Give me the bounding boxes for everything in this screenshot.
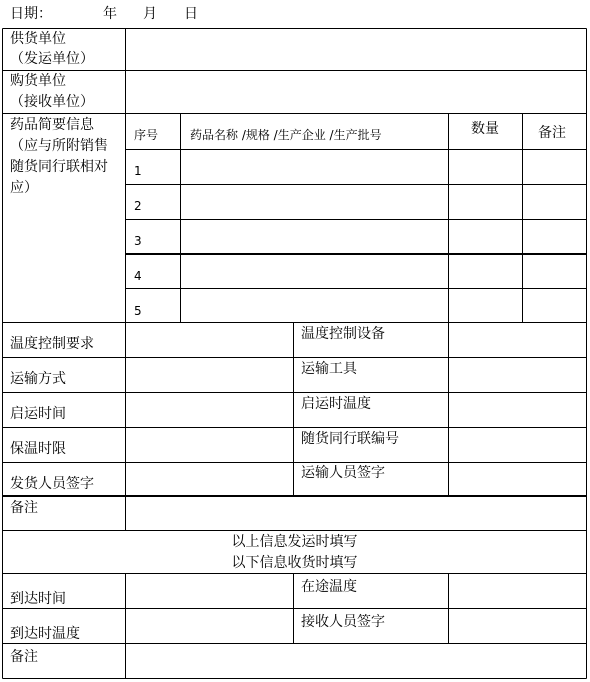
drug-info-label: 药品简要信息 bbox=[10, 117, 94, 133]
drug-info-note-1: （应与所附销售 bbox=[10, 138, 108, 154]
depart-temp-label: 启运时温度 bbox=[301, 396, 371, 412]
doc-number-label: 随货同行联编号 bbox=[301, 431, 399, 447]
drug-name-cell[interactable] bbox=[181, 255, 448, 288]
supplier-label: 供货单位 bbox=[10, 31, 66, 47]
transport-tool-label: 运输工具 bbox=[301, 361, 357, 377]
remark-label: 备注 bbox=[10, 500, 38, 516]
row-number: 1 bbox=[134, 164, 142, 178]
date-label: 日期： bbox=[10, 6, 52, 22]
col-qty-header: 数量 bbox=[471, 121, 499, 137]
supplier-sublabel: （发运单位） bbox=[10, 51, 94, 67]
transporter-sign-label: 运输人员签字 bbox=[301, 465, 385, 481]
depart-time-label: 启运时间 bbox=[10, 406, 66, 422]
remark-label-2: 备注 bbox=[10, 649, 38, 665]
drug-info-note-2: 随货同行联相对 bbox=[10, 159, 108, 175]
transit-temp-field[interactable] bbox=[449, 574, 586, 608]
month-label: 月 bbox=[143, 6, 157, 22]
depart-temp-field[interactable] bbox=[449, 393, 586, 427]
receiver-sign-label: 接收人员签字 bbox=[301, 614, 385, 630]
remark-field-2[interactable] bbox=[126, 644, 586, 678]
arrive-time-field[interactable] bbox=[126, 574, 293, 608]
keep-time-label: 保温时限 bbox=[10, 441, 66, 457]
drug-name-cell[interactable] bbox=[181, 220, 448, 253]
keep-time-field[interactable] bbox=[126, 428, 293, 462]
arrive-temp-field[interactable] bbox=[126, 609, 293, 643]
remark-field[interactable] bbox=[126, 497, 586, 530]
arrive-temp-label: 到达时温度 bbox=[10, 626, 80, 642]
drug-name-cell[interactable] bbox=[181, 185, 448, 219]
temp-requirement-label: 温度控制要求 bbox=[10, 336, 94, 352]
transit-temp-label: 在途温度 bbox=[301, 579, 357, 595]
drug-name-cell[interactable] bbox=[181, 289, 448, 322]
row-number: 2 bbox=[134, 199, 142, 213]
col-note-header: 备注 bbox=[538, 125, 566, 141]
temp-device-field[interactable] bbox=[449, 323, 586, 357]
buyer-sublabel: （接收单位） bbox=[10, 94, 94, 110]
row-number: 3 bbox=[134, 234, 142, 248]
buyer-label: 购货单位 bbox=[10, 73, 66, 89]
buyer-field[interactable] bbox=[126, 71, 586, 113]
drug-info-note-3: 应） bbox=[10, 180, 38, 196]
year-label: 年 bbox=[103, 6, 117, 22]
arrive-time-label: 到达时间 bbox=[10, 591, 66, 607]
day-label: 日 bbox=[184, 6, 198, 22]
doc-number-field[interactable] bbox=[449, 428, 586, 462]
temp-requirement-field[interactable] bbox=[126, 323, 293, 357]
divider-note-shipping: 以上信息发运时填写 bbox=[231, 534, 358, 550]
divider-note-receiving: 以下信息收货时填写 bbox=[231, 555, 358, 571]
shipper-sign-field[interactable] bbox=[126, 463, 293, 495]
row-number: 5 bbox=[134, 304, 142, 318]
transporter-sign-field[interactable] bbox=[449, 463, 586, 495]
receiver-sign-field[interactable] bbox=[449, 609, 586, 643]
col-seq-header: 序号 bbox=[134, 128, 159, 142]
transport-method-label: 运输方式 bbox=[10, 371, 66, 387]
depart-time-field[interactable] bbox=[126, 393, 293, 427]
col-name-header: 药品名称 /规格 /生产企业 /生产批号 bbox=[190, 128, 382, 142]
row-number: 4 bbox=[134, 269, 142, 283]
transport-tool-field[interactable] bbox=[449, 358, 586, 392]
shipper-sign-label: 发货人员签字 bbox=[10, 476, 94, 492]
transport-method-field[interactable] bbox=[126, 358, 293, 392]
drug-name-cell[interactable] bbox=[181, 150, 448, 184]
temp-device-label: 温度控制设备 bbox=[301, 326, 385, 342]
supplier-field[interactable] bbox=[126, 29, 586, 70]
